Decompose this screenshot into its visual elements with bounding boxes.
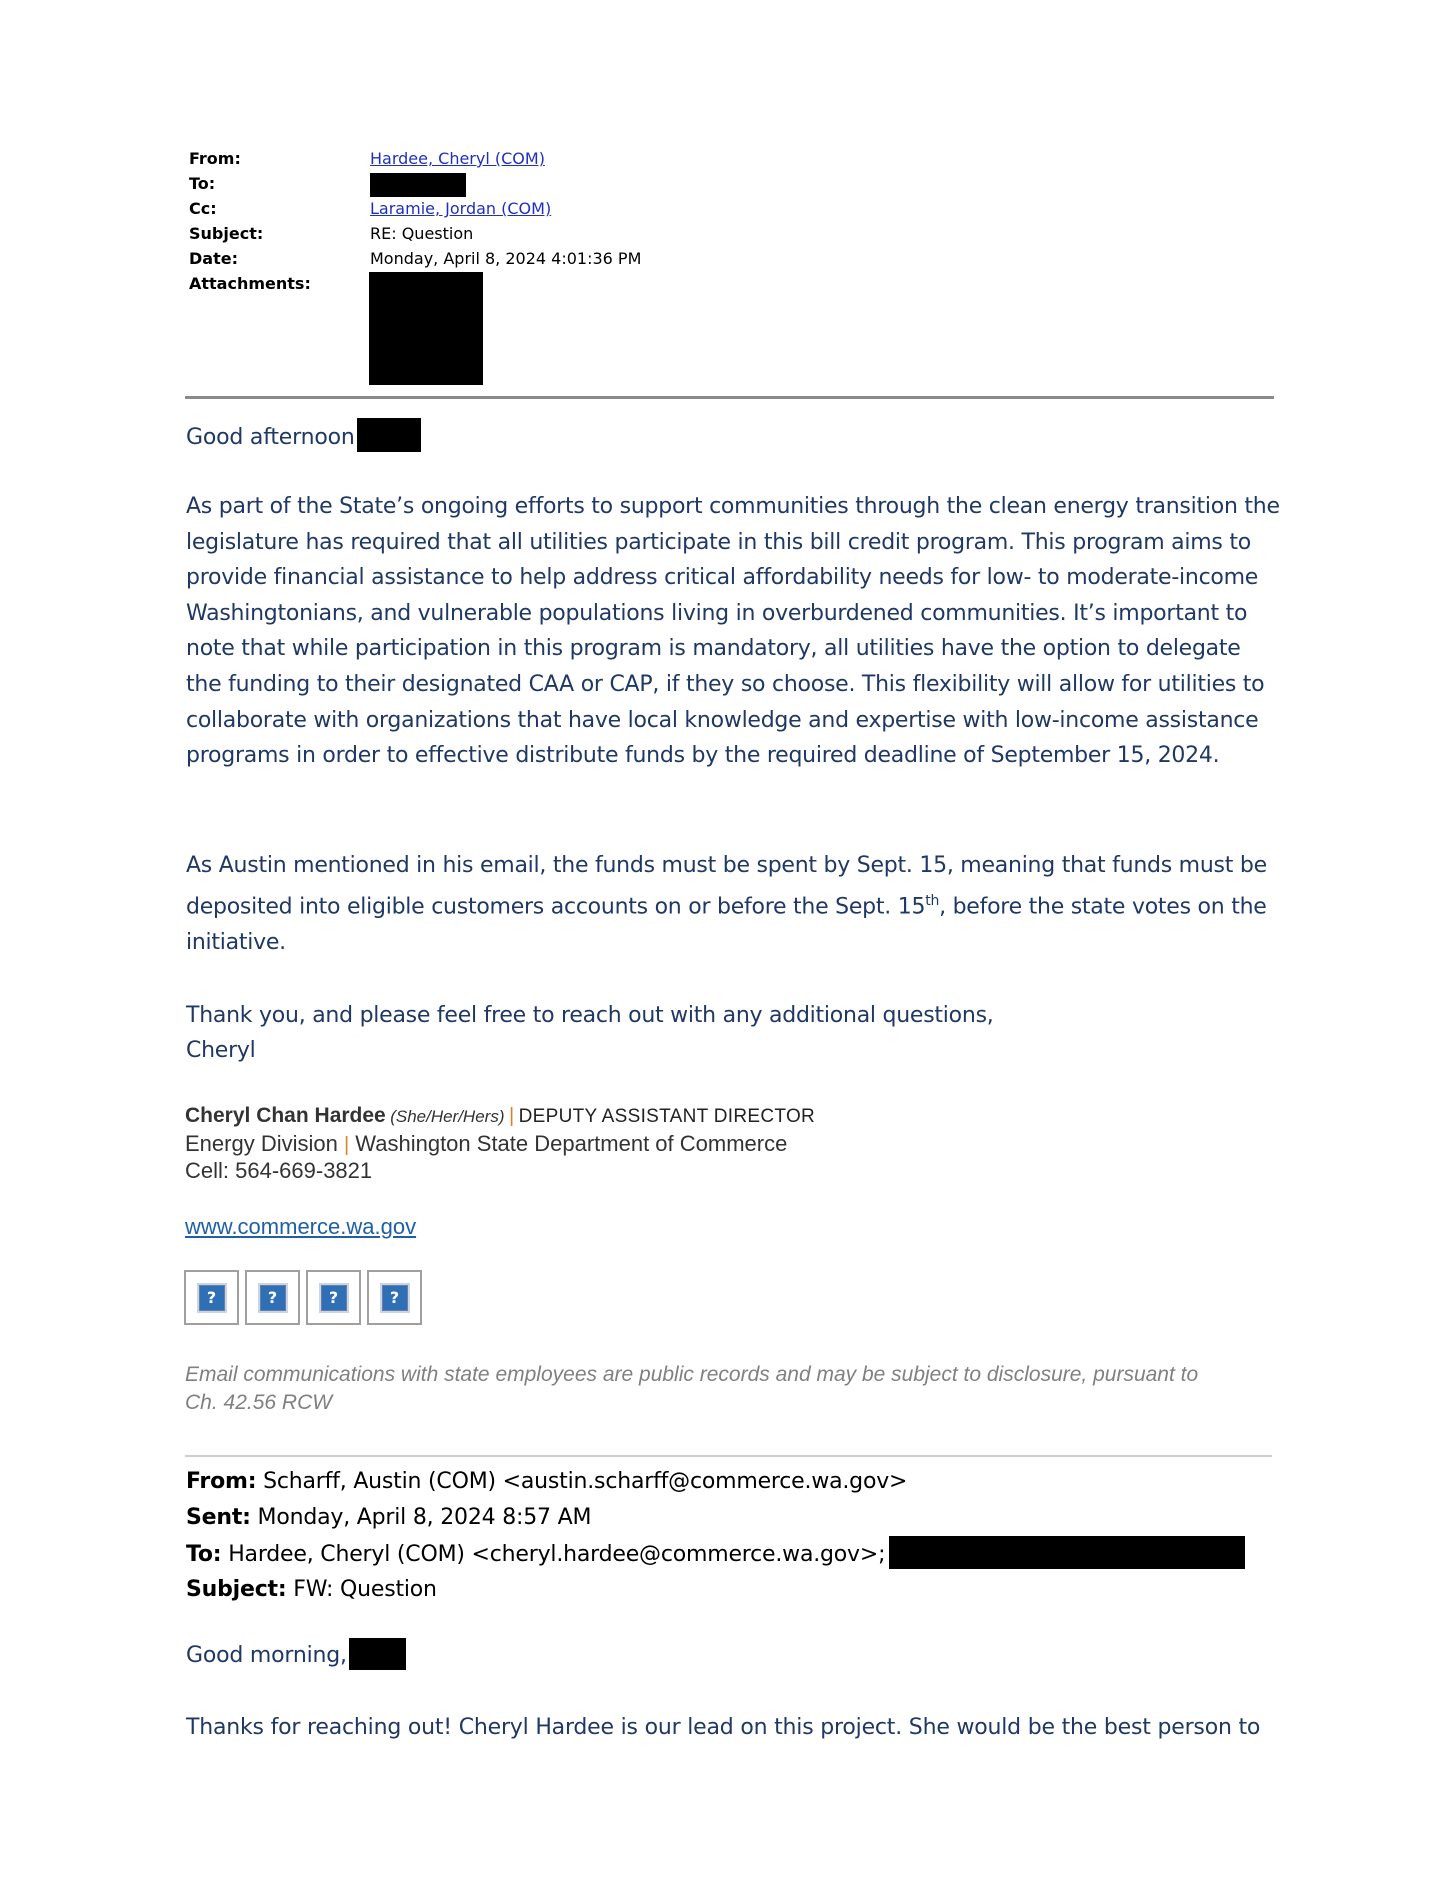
missing-image-icon[interactable] (306, 1270, 361, 1325)
fwd-sent-line (186, 1500, 591, 1536)
website-link[interactable]: www.commerce.wa.gov (185, 1214, 417, 1239)
forward-divider (185, 1455, 1272, 1457)
body-paragraph-1: As part of the State’s ongoing efforts to support communities through the clean energy transition the legislature has required that all utilities participate in this bill credit program. This program aims to provide financial assistance to help address critical affordability needs for low- to moderate-income Washingtonians, and vulnerable populations living in overburdened communities. It’s important to note that while participation in this program is mandatory, all utilities have the option to delegate the funding to their designated CAA or CAP, if they so choose. This flexibility will allow for utilities to collaborate with organizations that have local knowledge and expertise with low-income assistance programs in order to effective distribute funds by the required deadline of September 15, 2024. (186, 494, 1280, 769)
fwd-subject-line (186, 1572, 437, 1608)
header-subject-label: Subject: (189, 224, 264, 243)
signature-cell: Cell: 564-669-3821 (185, 1158, 373, 1183)
greeting-line (186, 418, 1276, 456)
signature-name: Cheryl Chan Hardee (185, 1104, 386, 1127)
header-date-label: Date: (189, 249, 238, 268)
header-date-row (189, 246, 1089, 271)
fwd-from-label: From: (186, 1469, 257, 1494)
redaction-block (370, 173, 466, 197)
header-cc-row (189, 196, 1089, 221)
question-mark-icon: ? (382, 1285, 408, 1311)
signature-pronouns: (She/Her/Hers) (390, 1107, 505, 1126)
fwd-body-start: Thanks for reaching out! Cheryl Hardee is our lead on this project. She would be the best person to (186, 1715, 1261, 1740)
greeting-text: Good afternoon (186, 425, 355, 450)
header-subject-row (189, 221, 1089, 246)
redaction-block (357, 418, 421, 452)
missing-image-icon[interactable] (245, 1270, 300, 1325)
email-header (189, 146, 1089, 296)
missing-image-icon[interactable] (367, 1270, 422, 1325)
header-to-row (189, 171, 1089, 196)
header-divider (185, 396, 1274, 399)
signature-title: DEPUTY ASSISTANT DIRECTOR (518, 1106, 816, 1127)
signature-name-line (185, 1104, 815, 1128)
fwd-sent-label: Sent: (186, 1505, 251, 1530)
body-paragraph-2 (186, 848, 1281, 960)
fwd-to-line (186, 1536, 1245, 1573)
header-date-value: Monday, April 8, 2024 4:01:36 PM (370, 249, 642, 268)
signature-org-line (185, 1131, 787, 1157)
question-mark-icon: ? (260, 1285, 286, 1311)
signature-separator: | (508, 1105, 515, 1127)
fwd-from-value: Scharff, Austin (COM) <austin.scharff@commerce.wa.gov> (263, 1469, 908, 1494)
header-attachments-row (189, 271, 1089, 296)
header-cc-label: Cc: (189, 199, 217, 218)
header-from-row (189, 146, 1089, 171)
header-attachments-label: Attachments: (189, 274, 311, 293)
redaction-block (349, 1638, 406, 1670)
question-mark-icon: ? (199, 1285, 225, 1311)
signature-division: Energy Division (185, 1131, 338, 1156)
superscript-th: th (925, 892, 940, 909)
paragraph-2-text-b: , before the state votes on the initiative. (186, 893, 1267, 955)
paragraph-2-text-a: As Austin mentioned in his email, the funds must be spent by Sept. 15, meaning that funds must be deposited into eligible customers accounts on or before the Sept. 15 (186, 853, 1267, 919)
header-cc-link[interactable]: Laramie, Jordan (COM) (370, 199, 552, 218)
header-to-label: To: (189, 174, 216, 193)
header-from-label: From: (189, 149, 241, 168)
social-icons-row (184, 1270, 422, 1325)
signature-separator: | (343, 1134, 350, 1156)
redaction-block (369, 272, 483, 385)
closing-name: Cheryl (186, 1038, 256, 1063)
fwd-to-label: To: (186, 1542, 222, 1567)
header-subject-value: RE: Question (370, 224, 474, 243)
fwd-greeting-text: Good morning, (186, 1643, 347, 1668)
fwd-to-value: Hardee, Cheryl (COM) <cheryl.hardee@commerce.wa.gov>; (228, 1542, 886, 1567)
closing-line: Thank you, and please feel free to reach out with any additional questions, (186, 1003, 994, 1028)
fwd-greeting-line (186, 1638, 1276, 1674)
fwd-sent-value: Monday, April 8, 2024 8:57 AM (257, 1505, 592, 1530)
missing-image-icon[interactable] (184, 1270, 239, 1325)
fwd-from-line (186, 1464, 907, 1500)
header-from-link[interactable]: Hardee, Cheryl (COM) (370, 149, 545, 168)
question-mark-icon: ? (321, 1285, 347, 1311)
records-disclaimer: Email communications with state employees are public records and may be subject to disclosure, pursuant to Ch. 42.56 RCW (185, 1363, 1199, 1414)
fwd-subject-label: Subject: (186, 1577, 287, 1602)
signature-department: Washington State Department of Commerce (355, 1131, 788, 1156)
redaction-block (889, 1536, 1245, 1569)
fwd-subject-value: FW: Question (293, 1577, 437, 1602)
